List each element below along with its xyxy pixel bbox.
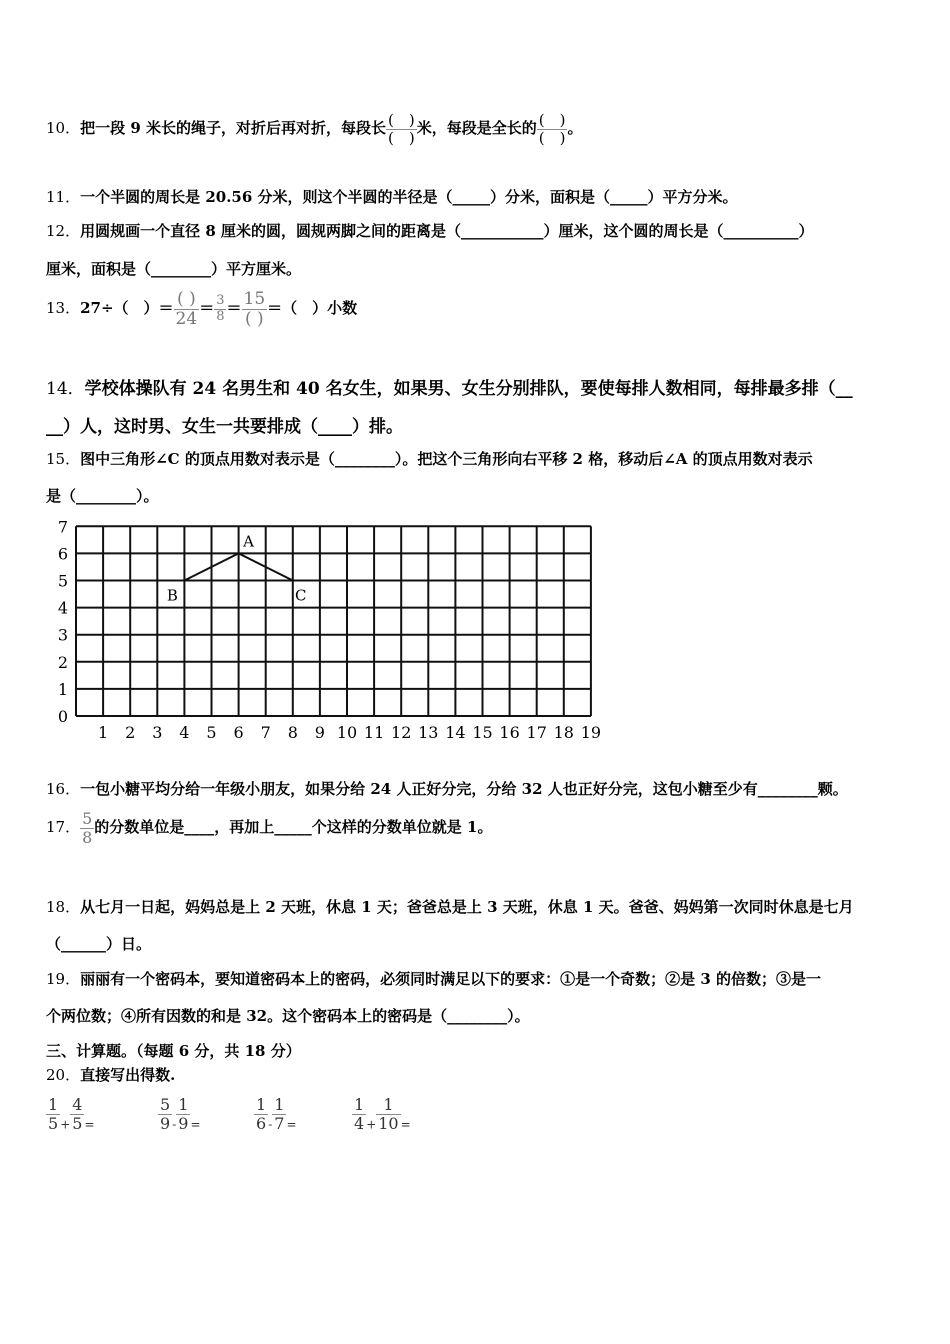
- question-15: [46, 448, 813, 469]
- denominator: ( ): [538, 128, 566, 147]
- question-14: [46, 374, 853, 399]
- operator: +: [366, 1117, 377, 1132]
- question-text: 。: [567, 119, 583, 137]
- numerator: 1: [178, 1095, 189, 1114]
- question-19: [46, 968, 821, 989]
- fraction: [242, 290, 268, 328]
- x-tick-label: 5: [206, 723, 217, 742]
- y-tick-label: 7: [57, 517, 69, 537]
- calc-item: [46, 1096, 95, 1132]
- fraction: [376, 1096, 400, 1132]
- question-number: 16．: [46, 780, 81, 798]
- numerator: 1: [274, 1095, 285, 1114]
- fraction: [174, 290, 200, 328]
- question-10: [46, 112, 582, 146]
- question-number: 18．: [46, 898, 81, 916]
- denominator: 7: [274, 1113, 285, 1133]
- numerator: 5: [82, 809, 93, 828]
- question-15-line2: 是（________）。: [46, 487, 159, 505]
- question-12: [46, 220, 813, 241]
- x-tick-label: 2: [125, 723, 136, 742]
- question-number: 12．: [46, 222, 81, 240]
- question-number: 11．: [46, 188, 81, 206]
- question-text: 一包小糖平均分给一年级小朋友，如果分给 24 人正好分完，分给 32 人也正好分完，这包小糖至少有________颗。: [80, 780, 848, 798]
- fraction: [254, 1096, 268, 1132]
- question-text: 27÷（ ）＝: [80, 299, 174, 318]
- denominator: 8: [216, 308, 225, 324]
- numerator: 5: [160, 1095, 171, 1114]
- denominator: ( ): [244, 308, 264, 329]
- denominator: ( ): [387, 128, 415, 147]
- equals: =: [190, 1117, 201, 1132]
- question-16: [46, 778, 848, 799]
- vertex-label-b: B: [166, 586, 178, 605]
- x-tick-label: 10: [336, 723, 358, 742]
- x-tick-label: 6: [233, 723, 244, 742]
- calc-item: [352, 1096, 411, 1132]
- x-tick-label: 15: [472, 723, 493, 742]
- question-text: 把一段 9 米长的绳子，对折后再对折，每段长: [80, 119, 386, 137]
- question-number: 13．: [46, 299, 81, 318]
- numerator: ( ): [387, 111, 415, 129]
- vertex-label-c: C: [295, 586, 307, 605]
- y-tick-label: 6: [57, 544, 69, 564]
- numerator: 1: [354, 1095, 365, 1114]
- fraction: [158, 1096, 172, 1132]
- x-tick-label: 18: [553, 723, 574, 742]
- operator: -: [172, 1117, 177, 1132]
- x-tick-label: 4: [179, 723, 190, 742]
- denominator: 24: [175, 308, 198, 329]
- x-tick-label: 13: [418, 723, 439, 742]
- numerator: ( ): [174, 290, 200, 310]
- y-tick-label: 1: [57, 679, 69, 699]
- numerator: 4: [72, 1095, 83, 1114]
- x-tick-label: 7: [260, 723, 271, 742]
- fraction: [46, 1096, 60, 1132]
- denominator: 10: [378, 1113, 399, 1133]
- equals: =: [400, 1117, 411, 1132]
- numerator: 1: [376, 1096, 400, 1115]
- denominator: 5: [48, 1113, 59, 1133]
- equals: =: [286, 1117, 297, 1132]
- question-11: [46, 186, 738, 207]
- denominator: 9: [160, 1113, 171, 1133]
- question-number: 20．: [46, 1066, 81, 1084]
- question-number: 17．: [46, 818, 81, 837]
- x-tick-label: 3: [152, 723, 163, 742]
- operator: +: [60, 1117, 71, 1132]
- y-tick-label: 2: [57, 652, 69, 672]
- y-tick-label: 3: [57, 625, 69, 645]
- x-tick-label: 9: [314, 723, 325, 742]
- numerator: 15: [243, 289, 266, 309]
- question-text: 丽丽有一个密码本，要知道密码本上的密码，必须同时满足以下的要求：①是一个奇数；②是 3 的倍数；③是一: [80, 970, 821, 988]
- denominator: 6: [256, 1113, 267, 1133]
- question-18: [46, 896, 854, 917]
- x-tick-label: 19: [580, 723, 602, 742]
- question-text: 图中三角形∠C 的顶点用数对表示是（________）。把这个三角形向右平移 2 格，移动后∠A 的顶点用数对表示: [80, 450, 813, 468]
- x-tick-label: 16: [499, 723, 520, 742]
- question-number: 19．: [46, 970, 81, 988]
- question-19-line2: 个两位数；④所有因数的和是 32。这个密码本上的密码是（________）。: [46, 1007, 530, 1025]
- x-tick-label: 8: [287, 723, 298, 742]
- question-17: [46, 810, 492, 846]
- question-text: 一个半圆的周长是 20.56 分米，则这个半圆的半径是（_____）分米，面积是（_____）平方分米。: [80, 188, 738, 206]
- question-number: 14．: [46, 379, 85, 399]
- denominator: 8: [82, 827, 93, 847]
- operator: -: [268, 1117, 273, 1132]
- vertex-label-a: A: [243, 532, 255, 551]
- question-text: 学校体操队有 24 名男生和 40 名女生，如果男、女生分别排队，要使每排人数相同，每排最多排（__: [84, 379, 853, 399]
- y-tick-label: 0: [57, 707, 69, 726]
- question-number: 15．: [46, 450, 81, 468]
- question-number: 10．: [46, 119, 81, 137]
- x-tick-label: 17: [526, 723, 547, 742]
- question-text: 从七月一日起，妈妈总是上 2 天班，休息 1 天；爸爸总是上 3 天班，休息 1 天。爸爸、妈妈第一次同时休息是七月: [80, 898, 854, 916]
- denominator: 4: [354, 1113, 365, 1133]
- x-tick-label: 12: [391, 723, 412, 742]
- numerator: 1: [256, 1095, 267, 1114]
- fraction: [176, 1096, 190, 1132]
- fraction: [272, 1096, 286, 1132]
- calc-item: [158, 1096, 201, 1132]
- section-heading: 三、计算题。（每题 6 分，共 18 分）: [46, 1042, 301, 1060]
- equals: ＝: [226, 299, 242, 318]
- equals: ＝: [199, 299, 215, 318]
- question-14-line2: __）人，这时男、女生一共要排成（____）排。: [46, 417, 403, 437]
- y-tick-label: 4: [57, 598, 69, 618]
- question-text: 直接写出得数.: [80, 1066, 176, 1084]
- x-tick-label: 14: [445, 723, 466, 742]
- question-text: 的分数单位是____，再加上_____个这样的分数单位就是 1。: [94, 818, 493, 837]
- question-18-line2: （______）日。: [46, 935, 152, 953]
- x-tick-label: 11: [363, 723, 385, 742]
- fraction: [70, 1096, 84, 1132]
- question-12-line2: 厘米，面积是（________）平方厘米。: [46, 260, 302, 278]
- denominator: 9: [178, 1113, 189, 1133]
- question-text: 米，每段是全长的: [416, 119, 537, 137]
- fraction-blank: [537, 112, 568, 146]
- fraction: [80, 810, 94, 846]
- y-tick-label: 5: [57, 571, 69, 591]
- fraction-blank: [386, 112, 417, 146]
- question-13: [46, 290, 357, 328]
- calc-item: [254, 1096, 297, 1132]
- numerator: 1: [48, 1095, 59, 1114]
- numerator: 3: [216, 293, 225, 309]
- question-20: [46, 1064, 175, 1085]
- fraction: [352, 1096, 366, 1132]
- question-text: 用圆规画一个直径 8 厘米的圆，圆规两脚之间的距离是（___________）厘米，这个圆的周长是（__________）: [80, 222, 814, 240]
- denominator: 5: [72, 1113, 83, 1133]
- numerator: ( ): [538, 111, 566, 129]
- coordinate-grid: [40, 515, 610, 745]
- question-text: ＝（ ）小数: [267, 299, 358, 318]
- fraction: [214, 294, 226, 324]
- x-tick-label: 1: [98, 723, 109, 742]
- equals: =: [84, 1117, 95, 1132]
